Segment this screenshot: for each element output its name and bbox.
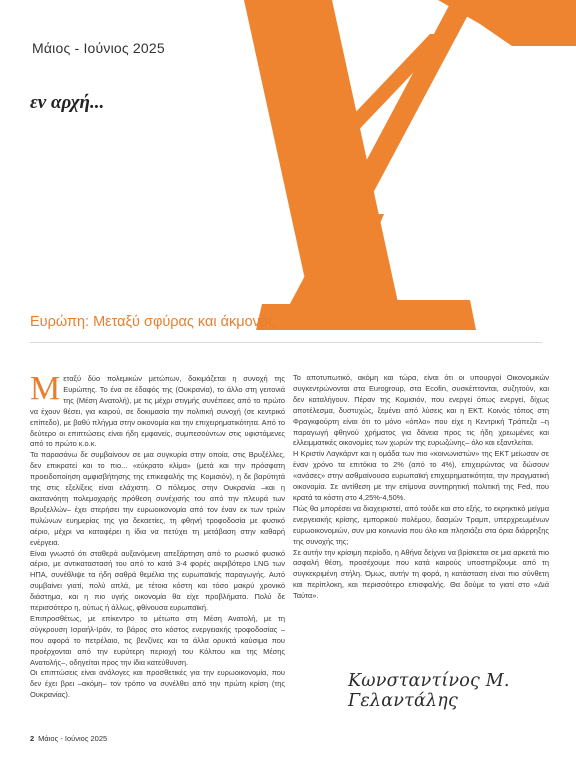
title-divider [30,342,542,343]
paragraph: Τα παρασάνω δε συμβαίνουν σε μια συγκυρία στην οποία, στις Βρυξέλλες, δεν επικρατεί και το πιο... «εύκρατο κλίμα» (μετά και την πρόσφατη προειδοποίηση αμφισβήτησης της επικεφαλής της Κομισιόν), η δε βαρύτητά της στις εξελίξεις είναι ελάχιστη. Ο πόλεμος στην Ουκρανία –και η ακατανόητη πολεμοχαρής πρόθεση συνέχισής του από την πλευρά των Βρυξελλών– έχει στερήσει την ευρωοικονομία από τον έναν εκ των τριών πυλώνων ευημερίας της για δεκαετίες, τη φθηνή τροφοδοσία με φυσικό αέριο, μέχρι να καταφέρει η ίδια να πετύχει τη μετάβαση στην καθαρή ενέργεια. [30,450,285,547]
paragraph: Επιπροσθέτως, με επίκεντρο το μέτωπο στη Μέση Ανατολή, με τη σύγκρουση Ισραήλ-Ιράν, το βάρος στο κόστος ενεργειακής τροφοδοσίας –που αφορά το πετρέλαιο, τις βενζίνες και τα άλλα ορυκτά καύσιμα που προέρχονται από την ευρύτερη περιοχή του Κόλπου και της Μέσης Ανατολής–, οδηγείται προς την ίδια κατεύθυνση. [30,613,285,667]
paragraph: Πώς θα μπορέσει να διαχειριστεί, από τούδε και στο εξής, το εκρηκτικό μείγμα ενεργειακής κρίσης, εμπορικού πολέμου, δασμών Τραμπ, υπερχρεωμένων ευρωοικονομιών, συν μια κοινωνία που όλο και πλησιάζει στα όρια διάρρηξης της συνοχής της; [293,503,549,546]
author-signature: Κωνσταντίνος Μ. Γελαντάλης [348,671,510,711]
page-footer [30,734,107,743]
drop-cap: Μ [30,370,61,407]
section-title: εν αρχή... [30,92,105,113]
issue-date: Μάιος - Ιούνιος 2025 [32,40,165,56]
article-title: Ευρώπη: Μεταξύ σφύρας και άκμονος [30,314,275,330]
paragraph: Το αποτυπωτικό, ακόμη και τώρα, είναι ότι οι υπουργοί Οικονομικών συγκεντρώνονται στα Eurogroup, στα Ecofin, συσκέπτονται, συζητούν, και δεν καταλήγουν. Πέραν της Κομισιόν, που ενεργεί όπως ενεργεί, δίχως αποτέλεσμα, δυστυχώς, ξεμένει από λύσεις και η ΕΚΤ. Κοινός τόπος στη Φραγκφούρτη είναι ότι το μόνο «όπλο» που είχε η Κεντρική Τράπεζα –η παραγωγή φθηνού χρήματος για δάνεια προς τις ήδη χρεωμένες και ελλειμματικές οικονομίες των χωρών της ευρωζώνης– όλο και εξαντλείται. [293,373,549,448]
paragraph: εταξύ δύο πολεμικών μετώπων, δοκιμάζεται η συνοχή της Ευρώπης. Το ένα σε έδαφός της (Ουκρανία), το άλλο στη γειτονιά της (Μέση Ανατολή), με τις μέχρι στιγμής συνέπειες από το πρώτο να έχουν θέσει, για καιρού, σε δοκιμασία την πολιτική συνοχή (σε κεντρικό επίπεδο), με βαθύ πλήγμα στην οικονομία και την επιχειρηματικότητα. Από το δεύτερο οι επιπτώσεις είναι ήδη εμφανείς, συμπεσούντων στις υφιστάμενες από το πρώτο κ.ο.κ. [30,374,285,449]
article-column-right [293,373,549,602]
footer-issue: Μάιος - Ιούνιος 2025 [38,734,108,743]
paragraph: Σε αυτήν την κρίσιμη περίοδο, η Αθήνα δείχνει να βρίσκεται σε μια αρκετά πιο ασφαλή θέση, προσέχουμε που κατά καιρούς υποστηρίζουμε από τη συγκεκριμένη στήλη. Όμως, αυτήν τη φορά, η κατάσταση είναι πιο σύνθετη και περίπλοκη, και περισσότερο επισφαλής. Θα δούμε το γιατί στο «Διά Ταύτα». [293,547,549,601]
article-column-left [30,370,285,701]
paragraph: Είναι γνωστό ότι σταθερά αυξανόμενη απεξάρτηση από το ρωσικό φυσικό αέριο, με αντικαταστασή του από το κατά 3-4 φορές ακριβότερο LNG των ΗΠΑ, συνέθλιψε τα ήδη σαθρά θεμέλια της ευρωπαϊκής παραγωγής. Αυτό συμβαίνει γιατί, πολύ απλά, με τέτοια κόστη και τόσο μακρύ χρονικό διάστημα, και η πιο υγιής οικονομία θα είχε προβλήματα. Πολύ δε περισσότερο η, ούτως ή άλλως, φθίνουσα ευρωπαϊκή. [30,548,285,613]
page-number: 2 [30,734,35,743]
paragraph: Η Κριστίν Λαγκάρντ και η ομάδα των πιο «κοινωνιστών» της ΕΚΤ μείωσαν σε έναν χρόνο τα επιτόκια το 2% (από το 4%), επιχειρώντας να δώσουν «ανάσες» στην ασθμαίνουσα ευρωπαϊκή επιχειρηματικότητα, την πραγματική οικονομία. Σε αντίθεση με την επίμονα συντηρητική πολιτική της Fed, που κρατά τα κόστη στο 4,25%-4,50%. [293,449,549,502]
paragraph: Οι επιπτώσεις είναι ανάλογες και προσθετικές για την ευρωοικονομία, που δεν έχει βρει –ακόμη– τον τρόπο να συνέλθει από την πρώτη κρίση (της Ουκρανίας). [30,668,285,700]
